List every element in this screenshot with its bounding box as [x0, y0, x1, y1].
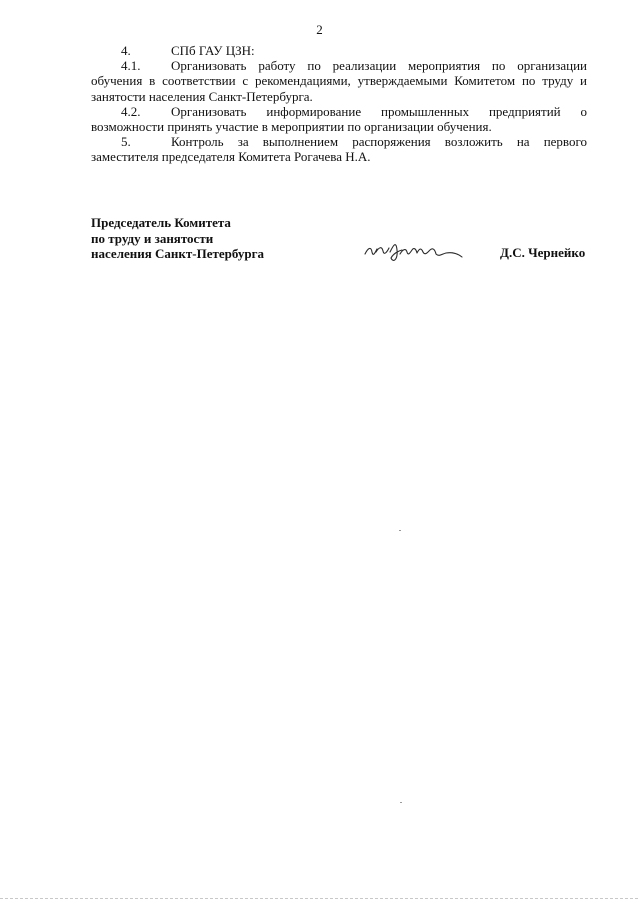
signatory-title-line: Председатель Комитета — [91, 215, 231, 230]
item-text: Организовать работу по реализации мероприятия по организации обучения в соответствии с рекомендациями, утверждаемыми Комитетом по труду и занятости населения Санкт-Петербурга. — [91, 58, 587, 104]
handwritten-signature — [362, 234, 472, 264]
signatory-title-line: населения Санкт-Петербурга — [91, 246, 265, 261]
item-number: 4.1. — [121, 58, 141, 74]
signatory-title-line: по труду и занятости — [91, 230, 214, 246]
item-text: СПб ГАУ ЦЗН: — [171, 43, 255, 58]
list-item — [91, 43, 587, 58]
item-text: Контроль за выполнением распоряжения возложить на первого заместителя председателя Комитета Рогачева Н.А. — [91, 134, 587, 165]
item-number: 4. — [121, 43, 131, 58]
list-item — [91, 58, 587, 104]
item-number: 4.2. — [121, 103, 141, 119]
scan-speck — [399, 530, 401, 531]
scan-edge-line — [0, 898, 639, 899]
signer-name: Д.С. Чернейко — [500, 245, 586, 260]
list-item — [91, 134, 587, 164]
list-item — [91, 104, 587, 134]
item-number: 5. — [121, 134, 131, 150]
item-text: Организовать информирование промышленных предприятий о возможности принять участие в мероприятии по организации обучения. — [91, 103, 587, 135]
signatory-title — [91, 215, 264, 262]
document-body — [91, 43, 587, 165]
page-number: 2 — [316, 22, 323, 37]
scan-speck — [400, 802, 402, 803]
